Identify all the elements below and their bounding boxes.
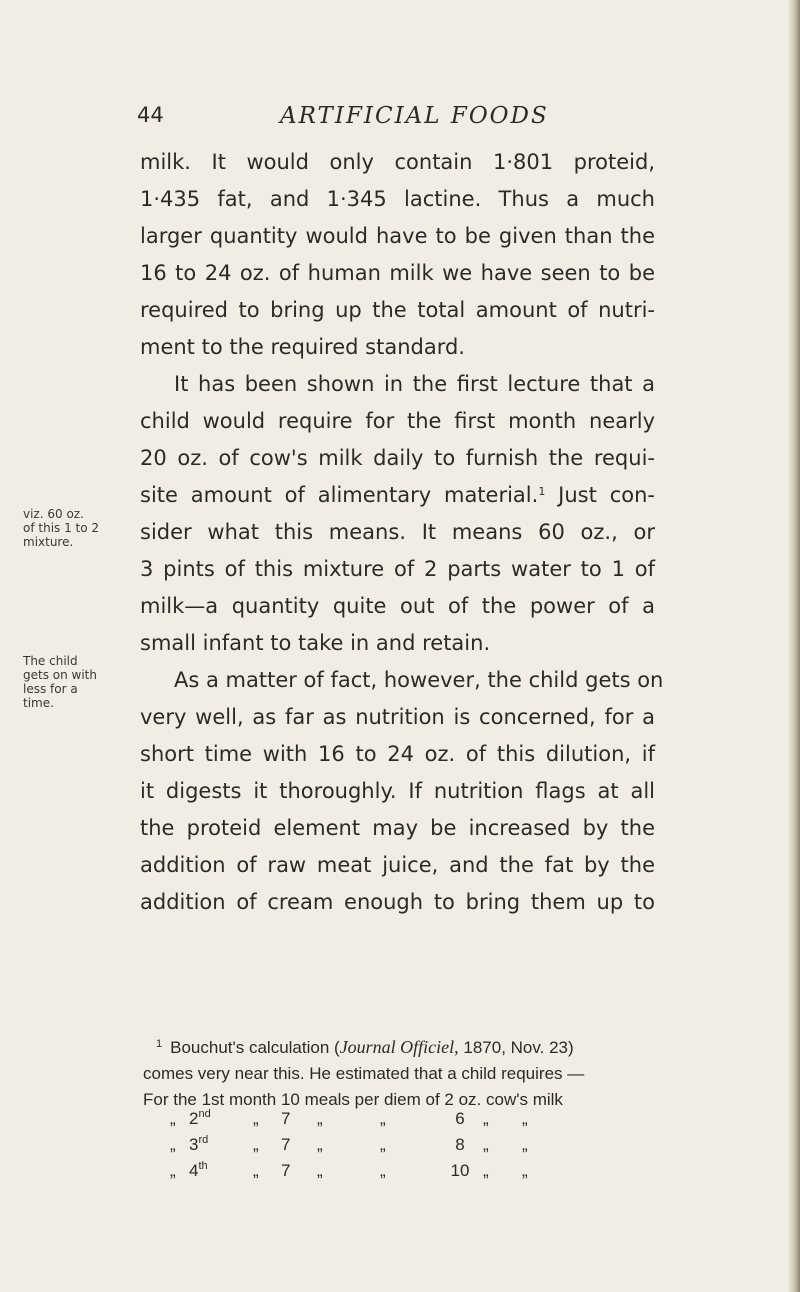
page-number: 44 [137,103,164,127]
ditto-mark: „ [483,1135,489,1154]
footnote-reference: 1 [538,485,546,498]
oz-cell: 6 [455,1109,465,1128]
footnote-line: comes very near this. He estimated that a child requires — [143,1064,585,1083]
body-line: required to bring up the total amount of nutri- [140,298,655,322]
ditto-mark: „ [522,1161,528,1180]
body-line: small infant to take in and retain. [140,631,491,655]
margin-note-child [23,654,131,710]
table-row [143,1135,663,1161]
meals-cell: 7 [281,1135,291,1154]
oz-cell: 8 [455,1135,465,1154]
body-line: short time with 16 to 24 oz. of this dilution, if [140,742,655,766]
body-line: milk—a quantity quite out of the power of a [140,594,655,618]
meals-cell: 7 [281,1161,291,1180]
body-line: larger quantity would have to be given than the [140,224,655,248]
body-line: the proteid element may be increased by the [140,816,655,840]
margin-note-line: The child [23,654,78,668]
body-line-text: site amount of alimentary material. [140,483,539,507]
margin-note-line: time. [23,696,54,710]
margin-note-line: less for a [23,682,78,696]
ordinal-suffix: th [198,1160,208,1172]
margin-note-line: gets on with [23,668,97,682]
body-line: 20 oz. of cow's milk daily to furnish the requi- [140,446,655,470]
meals-cell: 7 [281,1109,291,1128]
ditto-mark: „ [380,1135,386,1154]
ditto-mark: „ [317,1135,323,1154]
body-line: very well, as far as nutrition is concerned, for a [140,705,655,729]
body-line: addition of cream enough to bring them up to [140,890,655,914]
body-line: It has been shown in the first lecture that a [174,372,655,396]
month-cell [189,1109,211,1129]
footnote-line: For the 1st month 10 meals per diem of 2 oz. cow's milk [143,1090,563,1109]
ditto-mark: „ [483,1109,489,1128]
running-title: ARTIFICIAL FOODS [280,103,549,129]
ditto-mark: „ [483,1161,489,1180]
body-line: it digests it thoroughly. If nutrition flags at all [140,779,655,803]
margin-note-line: viz. 60 oz. [23,507,84,521]
body-line-with-footnote [140,477,655,514]
table-row [143,1161,663,1187]
ditto-mark: „ [170,1109,176,1128]
ditto-mark: „ [253,1135,259,1154]
page-header [0,103,800,137]
ditto-mark: „ [170,1161,176,1180]
body-text [140,144,664,921]
footnote-text: 1870, Nov. 23) [458,1038,574,1057]
body-line: 16 to 24 oz. of human milk we have seen to be [140,261,655,285]
month-number: 3 [189,1135,199,1154]
footnote-line [143,1031,663,1061]
body-line: milk. It would only contain 1·801 proteid, [140,150,655,174]
month-cell [189,1161,208,1181]
ditto-mark: „ [317,1161,323,1180]
journal-title: Journal Officiel, [339,1037,459,1057]
footnote [143,1031,663,1113]
footnote-marker: 1 [156,1038,163,1050]
month-cell [189,1135,208,1155]
body-line: 3 pints of this mixture of 2 parts water to 1 of [140,557,655,581]
oz-cell: 10 [450,1161,470,1180]
table-row [143,1109,663,1135]
body-line: child would require for the first month nearly [140,409,655,433]
body-line: 1·435 fat, and 1·345 lactine. Thus a much [140,187,655,211]
ditto-mark: „ [253,1161,259,1180]
ditto-mark: „ [380,1161,386,1180]
ditto-mark: „ [522,1109,528,1128]
ordinal-suffix: nd [198,1108,211,1120]
body-line: ment to the required standard. [140,335,465,359]
page-edge-shadow [788,0,800,1292]
body-line: addition of raw meat juice, and the fat by the [140,853,655,877]
margin-note-line: of this 1 to 2 [23,521,100,535]
body-line: sider what this means. It means 60 oz., or [140,520,655,544]
month-number: 2 [189,1109,199,1128]
month-number: 4 [189,1161,199,1180]
margin-note-line: mixture. [23,535,74,549]
ditto-mark: „ [317,1109,323,1128]
ditto-mark: „ [253,1109,259,1128]
ditto-mark: „ [170,1135,176,1154]
body-line-tail: Just con- [558,483,655,507]
ditto-mark: „ [522,1135,528,1154]
ditto-mark: „ [380,1109,386,1128]
body-line: As a matter of fact, however, the child gets on [174,668,664,692]
footnote-text: Bouchut's calculation ( [170,1038,340,1057]
ordinal-suffix: rd [198,1134,209,1146]
feeding-table [143,1109,663,1187]
margin-note-viz [23,507,131,549]
